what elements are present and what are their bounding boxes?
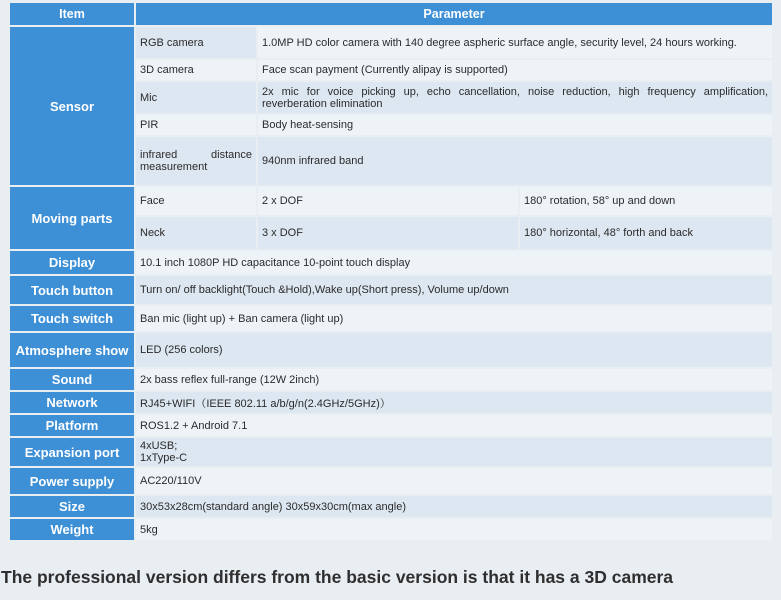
row-label: Power supply <box>10 468 134 494</box>
sensor-value: Face scan payment (Currently alipay is supported) <box>258 60 772 80</box>
row-atmosphere <box>10 333 772 367</box>
header-row <box>10 3 772 25</box>
row-label: Touch button <box>10 276 134 304</box>
row-network <box>10 392 772 413</box>
row-sound <box>10 369 772 390</box>
row-label: Touch switch <box>10 306 134 331</box>
row-label: Display <box>10 251 134 274</box>
moving-row-face <box>10 187 772 215</box>
sensor-name: PIR <box>136 115 256 135</box>
sensor-name: Mic <box>136 82 256 113</box>
row-label: Size <box>10 496 134 517</box>
sensor-value: Body heat-sensing <box>258 115 772 135</box>
row-touch-switch <box>10 306 772 331</box>
sensor-value: 940nm infrared band <box>258 137 772 185</box>
sensor-value: 1.0MP HD color camera with 140 degree aspheric surface angle, security level, 24 hours working. <box>258 27 772 58</box>
row-value: 10.1 inch 1080P HD capacitance 10-point touch display <box>136 251 772 274</box>
row-weight <box>10 519 772 540</box>
row-value: 5kg <box>136 519 772 540</box>
row-power <box>10 468 772 494</box>
row-label: Weight <box>10 519 134 540</box>
spec-table <box>8 1 774 542</box>
row-display <box>10 251 772 274</box>
header-parameter: Parameter <box>136 3 772 25</box>
footer-note: The professional version differs from the basic version is that it has a 3D camera <box>1 567 674 587</box>
moving-name: Neck <box>136 217 256 249</box>
row-value: LED (256 colors) <box>136 333 772 367</box>
row-value <box>136 438 772 466</box>
sensor-name: infrared distance measurement <box>136 137 256 185</box>
sensor-name: RGB camera <box>136 27 256 58</box>
row-value: 30x53x28cm(standard angle) 30x59x30cm(max angle) <box>136 496 772 517</box>
moving-name: Face <box>136 187 256 215</box>
sensor-row-rgb <box>10 27 772 58</box>
sensor-name: 3D camera <box>136 60 256 80</box>
row-value: RJ45+WIFI（IEEE 802.11 a/b/g/n(2.4GHz/5GHz)） <box>136 392 772 413</box>
row-value: Ban mic (light up) + Ban camera (light up) <box>136 306 772 331</box>
row-platform <box>10 415 772 436</box>
row-size <box>10 496 772 517</box>
row-label: Sound <box>10 369 134 390</box>
row-label: Atmosphere show <box>10 333 134 367</box>
expansion-line: 1xType-C <box>140 452 188 464</box>
row-value: ROS1.2 + Android 7.1 <box>136 415 772 436</box>
row-label: Platform <box>10 415 134 436</box>
sensor-value: 2x mic for voice picking up, echo cancellation, noise reduction, high frequency amplification, reverberation elimination <box>258 82 772 113</box>
row-expansion <box>10 438 772 466</box>
row-touch-button <box>10 276 772 304</box>
moving-dof: 3 x DOF <box>258 217 518 249</box>
moving-dof: 2 x DOF <box>258 187 518 215</box>
row-value: AC220/110V <box>136 468 772 494</box>
row-label: Network <box>10 392 134 413</box>
header-item: Item <box>10 3 134 25</box>
moving-range: 180° rotation, 58° up and down <box>520 187 772 215</box>
moving-parts-label: Moving parts <box>10 187 134 249</box>
moving-range: 180° horizontal, 48° forth and back <box>520 217 772 249</box>
expansion-line: 4xUSB; <box>140 440 178 452</box>
row-label: Expansion port <box>10 438 134 466</box>
row-value: 2x bass reflex full-range (12W 2inch) <box>136 369 772 390</box>
sensor-label: Sensor <box>10 27 134 185</box>
row-value: Turn on/ off backlight(Touch &Hold),Wake up(Short press), Volume up/down <box>136 276 772 304</box>
